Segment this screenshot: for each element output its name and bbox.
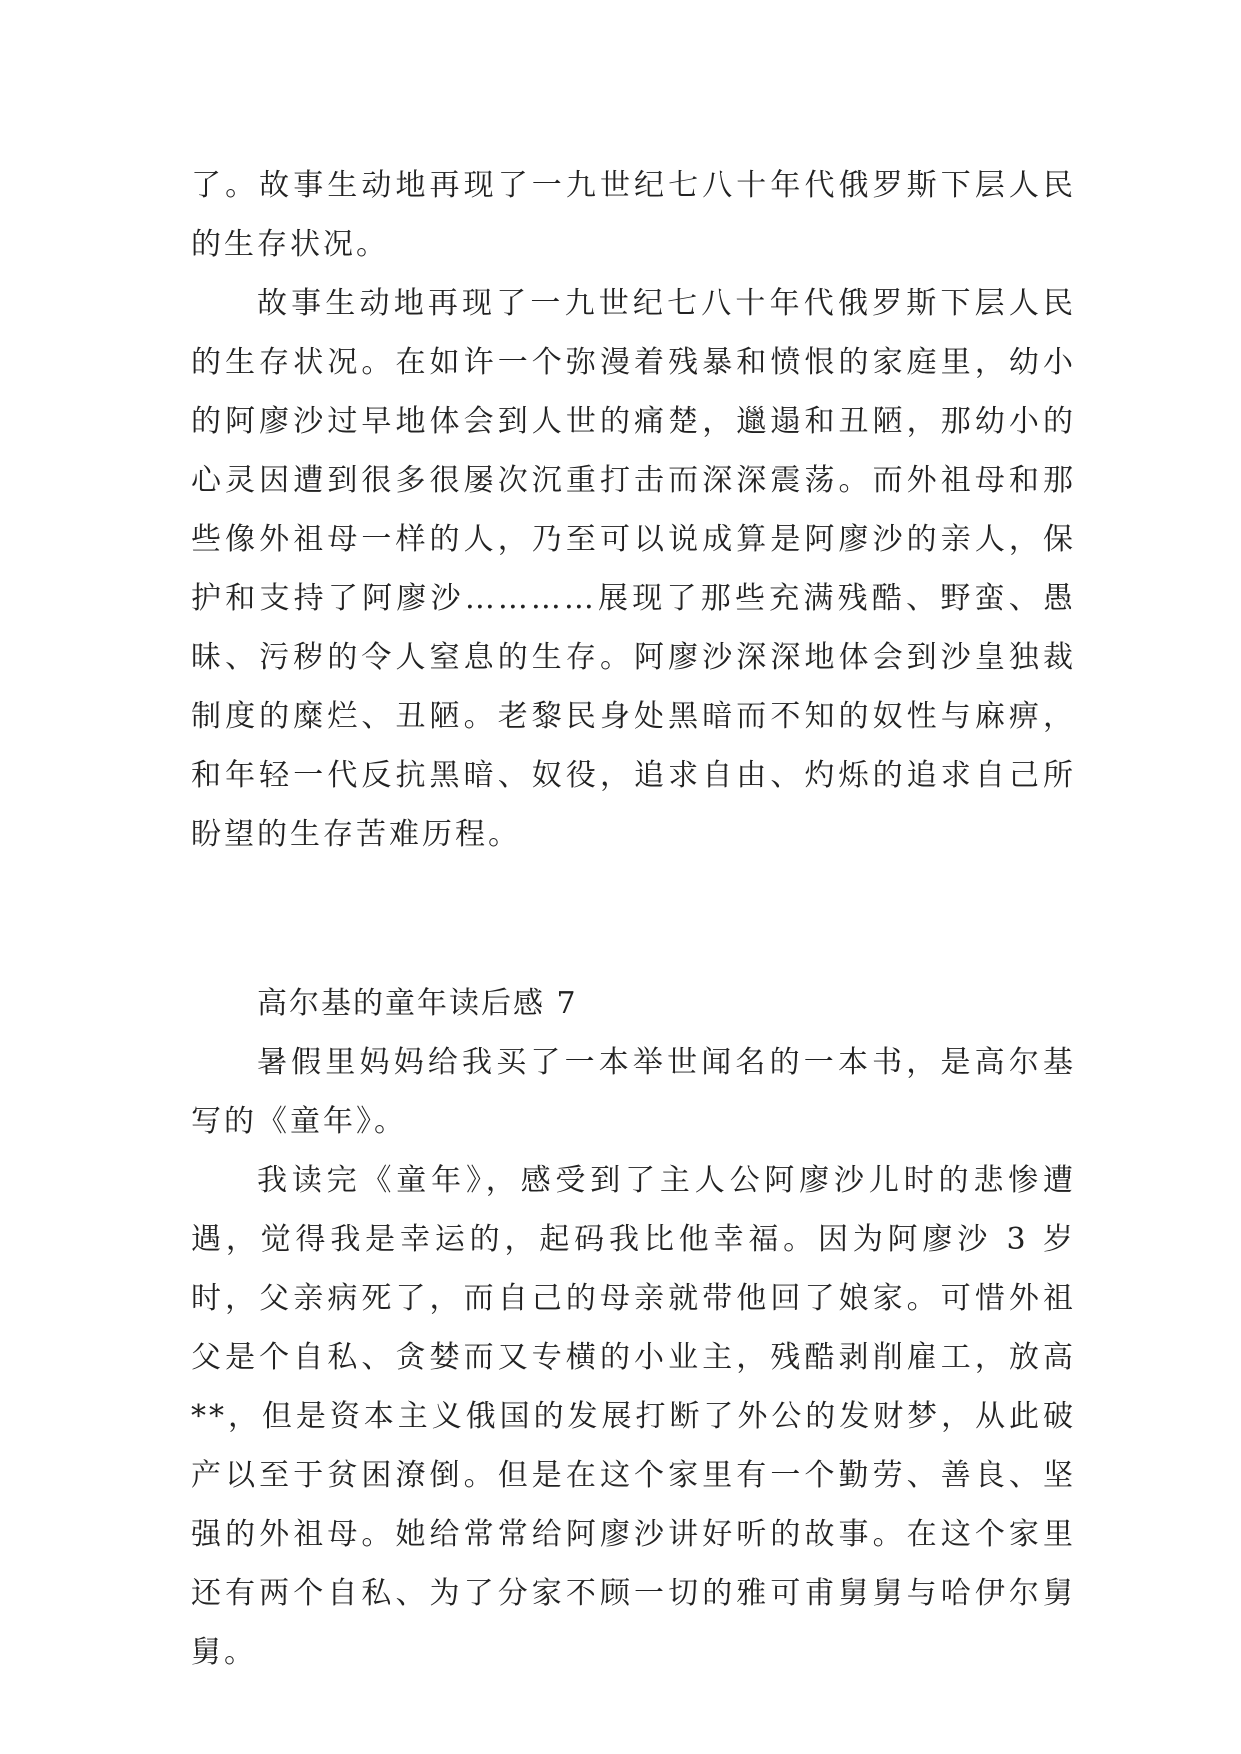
paragraph-reflection: 我读完《童年》，感受到了主人公阿廖沙儿时的悲惨遭遇，觉得我是幸运的，起码我比他幸福。因为阿廖沙 3 岁时，父亲病死了，而自己的母亲就带他回了娘家。可惜外祖父是个自私、贪婪而又专横的小业主，残酷剥削雇工，放高**，但是资本主义俄国的发展打断了外公的发财梦，从此破产以至于贫困潦倒。但是在这个家里有一个勤劳、善良、坚强的外祖母。她给常常给阿廖沙讲好听的故事。在这个家里还有两个自私、为了分家不顾一切的雅可甫舅舅与哈伊尔舅舅。	[191, 1163, 1076, 1670]
paragraph-intro: 暑假里妈妈给我买了一本举世闻名的一本书，是高尔基写的《童年》。	[191, 1045, 1076, 1139]
section-gap	[191, 864, 1076, 974]
paragraph-story-summary: 故事生动地再现了一九世纪七八十年代俄罗斯下层人民的生存状况。在如许一个弥漫着残暴和愤恨的家庭里，幼小的阿廖沙过早地体会到人世的痛楚，邋遢和丑陋，那幼小的心灵因遭到很多很屡次沉重打击而深深震荡。而外祖母和那些像外祖母一样的人，乃至可以说成算是阿廖沙的亲人，保护和支持了阿廖沙…………展现了那些充满残酷、野蛮、愚昧、污秽的令人窒息的生存。阿廖沙深深地体会到沙皇独裁制度的糜烂、丑陋。老黎民身处黑暗而不知的奴性与麻痹，和年轻一代反抗黑暗、奴役，追求自由、灼烁的追求自己所盼望的生存苦难历程。	[191, 286, 1076, 852]
section-title: 高尔基的童年读后感 7	[257, 986, 578, 1021]
document-body	[191, 156, 1076, 1682]
paragraph-continuation: 了。故事生动地再现了一九世纪七八十年代俄罗斯下层人民的生存状况。	[191, 168, 1076, 262]
